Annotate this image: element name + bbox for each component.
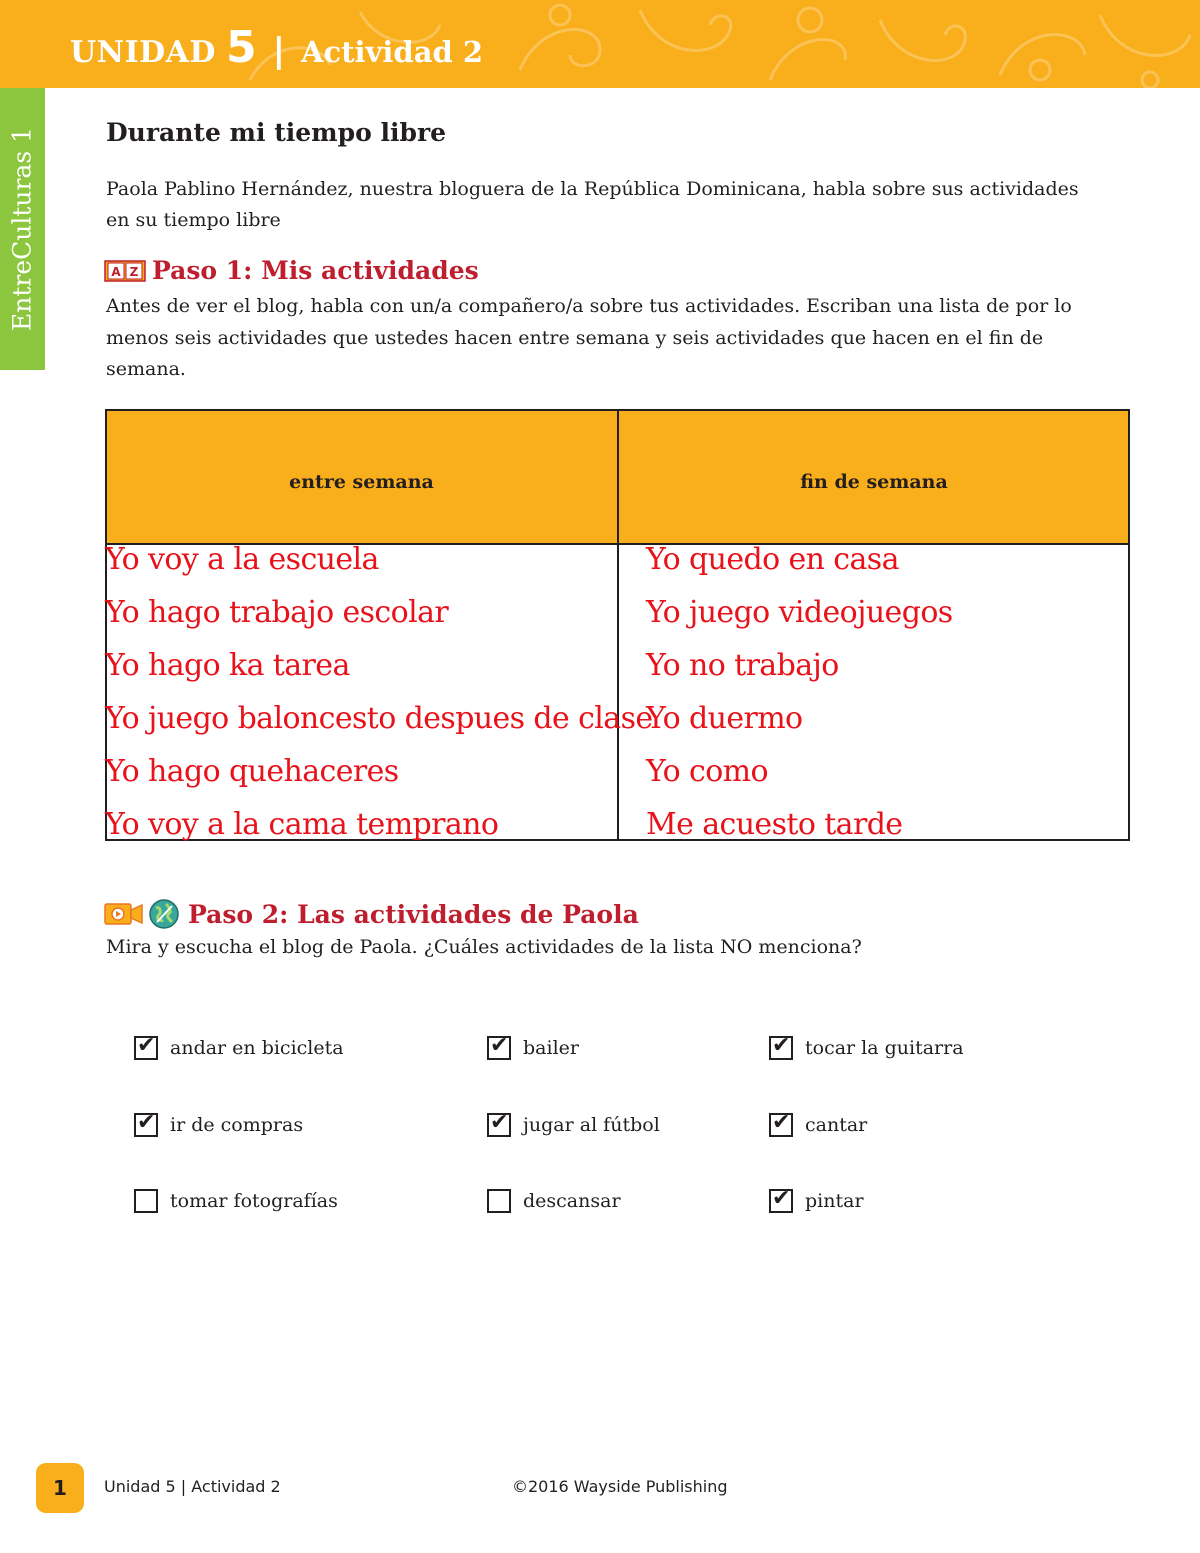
checklist-item-label: pintar [805,1190,864,1212]
footer-section: Unidad 5 | Actividad 2 [104,1477,281,1496]
checklist-item-label: bailer [523,1037,579,1059]
check-mark-icon: ✔ [772,1033,791,1058]
answer-entre-semana-2[interactable]: Yo hago trabajo escolar [105,595,449,630]
page-title: Durante mi tiempo libre [106,118,447,147]
check-mark-icon: ✔ [772,1110,791,1135]
svg-text:Z: Z [129,264,139,279]
answer-entre-semana-4[interactable]: Yo juego baloncesto despues de clase [105,701,653,736]
page-header [0,0,1200,88]
answer-fin-de-semana-3[interactable]: Yo no trabajo [646,648,839,683]
checklist-item-label: cantar [805,1114,868,1136]
checklist-item[interactable] [769,1186,864,1213]
table-border-middle [617,409,619,841]
header-separator: | [272,31,285,71]
checklist-item-label: descansar [523,1190,621,1212]
answer-fin-de-semana-4[interactable]: Yo duermo [646,701,803,736]
check-mark-icon: ✔ [137,1033,156,1058]
check-mark-icon: ✔ [772,1186,791,1211]
col-header-entre-semana: entre semana [289,471,434,493]
answer-entre-semana-6[interactable]: Yo voy a la cama temprano [105,807,499,842]
check-mark-icon: ✔ [490,1110,509,1135]
answer-fin-de-semana-1[interactable]: Yo quedo en casa [646,542,899,577]
paso2-instructions: Mira y escucha el blog de Paola. ¿Cuáles actividades de la lista NO menciona? [106,936,862,958]
paso1-instructions: Antes de ver el blog, habla con un/a compañero/a sobre tus actividades. Escriban una lista de por lo menos seis actividades que ustedes hacen entre semana y seis actividades que hacen en el fin de semana. [106,295,1072,380]
unchecked-checkbox[interactable] [487,1189,511,1213]
video-icon [104,901,144,927]
checklist-item-label: tomar fotografías [170,1190,338,1212]
page-number-badge [36,1463,84,1513]
activities-table [105,409,1130,841]
answer-entre-semana-1[interactable]: Yo voy a la escuela [105,542,379,577]
paso1-heading-text: Paso 1: Mis actividades [152,256,479,285]
checklist-item-label: ir de compras [170,1114,304,1136]
unchecked-checkbox[interactable] [134,1189,158,1213]
checklist-item[interactable] [487,1110,660,1137]
checked-checkbox[interactable] [769,1186,793,1213]
checklist-item[interactable] [487,1033,579,1060]
answer-entre-semana-3[interactable]: Yo hago ka tarea [105,648,350,683]
checked-checkbox[interactable] [487,1033,511,1060]
checked-checkbox[interactable] [134,1033,158,1060]
checklist-item[interactable] [134,1110,304,1137]
checklist-item-label: tocar la guitarra [805,1037,964,1059]
intro-text: Paola Pablino Hernández, nuestra bloguera de la República Dominicana, habla sobre sus actividades en su tiempo libre [106,178,1079,231]
checked-checkbox[interactable] [134,1110,158,1137]
svg-text:A: A [111,264,121,279]
checklist-item[interactable] [134,1189,338,1213]
paso1-heading [104,256,479,285]
checklist-item[interactable] [769,1033,964,1060]
header-title [70,22,483,72]
check-mark-icon: ✔ [490,1033,509,1058]
side-tab-label: EntreCulturas 1 [7,126,37,332]
page-number: 1 [53,1476,67,1500]
checked-checkbox[interactable] [769,1033,793,1060]
checklist-item[interactable] [487,1189,621,1213]
checklist-item[interactable] [769,1110,868,1137]
col-header-fin-de-semana: fin de semana [800,471,948,493]
globe-icon [148,898,180,930]
footer-copyright: ©2016 Wayside Publishing [512,1477,728,1496]
table-border-right [1128,409,1130,841]
paso2-heading-text: Paso 2: Las actividades de Paola [188,899,639,929]
answer-entre-semana-5[interactable]: Yo hago quehaceres [105,754,399,789]
paso2-heading [104,898,639,930]
answer-fin-de-semana-2[interactable]: Yo juego videojuegos [646,595,953,630]
a-to-z-icon [104,260,146,282]
checked-checkbox[interactable] [769,1110,793,1137]
actividad-label: Actividad 2 [300,35,484,69]
checklist-item-label: jugar al fútbol [523,1114,660,1136]
unidad-number: 5 [225,22,257,73]
answer-fin-de-semana-5[interactable]: Yo como [646,754,768,789]
checklist-item-label: andar en bicicleta [170,1037,344,1059]
checked-checkbox[interactable] [487,1110,511,1137]
checklist-item[interactable] [134,1033,344,1060]
check-mark-icon: ✔ [137,1110,156,1135]
answer-fin-de-semana-6[interactable]: Me acuesto tarde [646,807,903,842]
unidad-label: UNIDAD [70,35,216,70]
